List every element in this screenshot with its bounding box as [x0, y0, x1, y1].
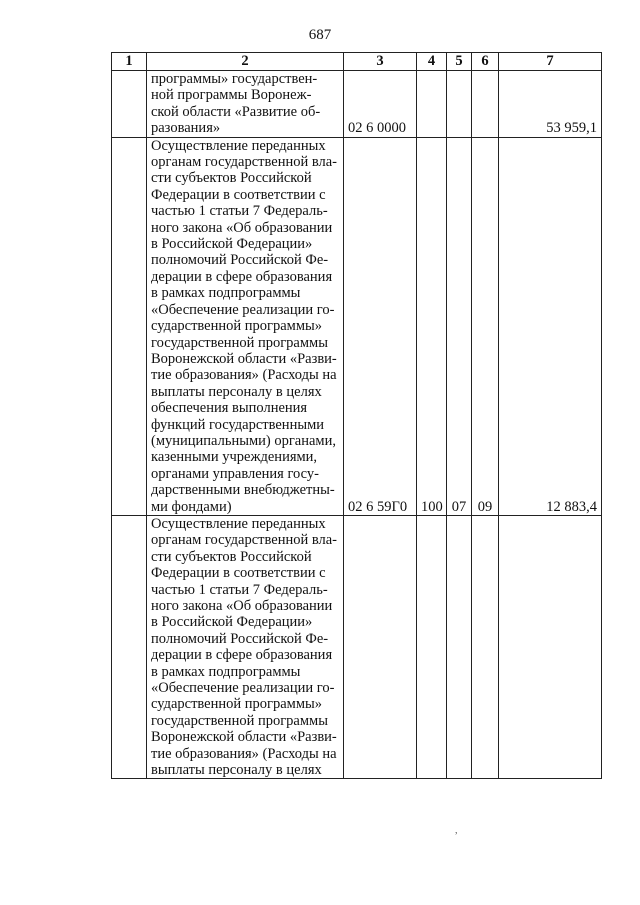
row-number-cell	[112, 71, 147, 138]
row-csr-cell: 02 6 0000	[344, 71, 417, 138]
row-name-line: Федерации в соответствии с	[151, 186, 326, 203]
row-name-line: Федерации в соответствии с	[151, 565, 326, 582]
row-csr-cell	[344, 515, 417, 779]
row-sum-cell: 53 959,1	[499, 71, 602, 138]
row-name-line: ного закона «Об образовании	[151, 219, 333, 236]
row-name-line: сти субъектов Российской	[151, 170, 312, 187]
row-name-line: органами управления госу-	[151, 465, 319, 482]
row-name-line: в Российской Федерации»	[151, 236, 313, 253]
row-name-line: органам государственной вла-	[151, 154, 338, 171]
table-row	[112, 71, 602, 138]
row-vr-cell: 100	[417, 137, 447, 515]
header-col-4: 4	[417, 53, 447, 71]
row-name-line: полномочий Российской Фе-	[151, 630, 329, 647]
row-rz-cell	[447, 71, 472, 138]
row-name-cell	[147, 137, 344, 515]
row-name-line: «Обеспечение реализации го-	[151, 680, 335, 697]
row-name-line: (муниципальными) органами,	[151, 432, 336, 449]
row-name-line: ми фондами)	[151, 498, 232, 515]
row-number-cell	[112, 137, 147, 515]
row-name-line: программы» государствен-	[151, 71, 318, 87]
row-pr-cell	[472, 515, 499, 779]
row-name-line: дарственными внебюджетны-	[151, 482, 335, 499]
row-name-line: Осуществление переданных	[151, 515, 326, 532]
row-vr-cell	[417, 71, 447, 138]
row-name-line: частью 1 статьи 7 Федераль-	[151, 581, 328, 598]
header-col-1: 1	[112, 53, 147, 71]
table-row	[112, 515, 602, 779]
row-name-line: выплаты персоналу в целях	[151, 762, 322, 779]
header-col-6: 6	[472, 53, 499, 71]
row-pr-cell: 09	[472, 137, 499, 515]
header-row	[112, 53, 602, 71]
row-name-line: дерации в сфере образования	[151, 647, 333, 664]
row-name-line: ной программы Воронеж-	[151, 87, 312, 104]
row-name-line: Воронежской области «Разви-	[151, 729, 337, 746]
row-name-line: Осуществление переданных	[151, 137, 326, 154]
row-name-line: государственной программы	[151, 334, 328, 351]
row-name-line: государственной программы	[151, 712, 328, 729]
table-row	[112, 137, 602, 515]
page-number: 687	[308, 27, 332, 43]
row-name-cell	[147, 71, 344, 138]
row-name-line: тие образования» (Расходы на	[151, 745, 337, 762]
stray-mark: ,	[455, 825, 458, 836]
header-col-3: 3	[344, 53, 417, 71]
row-name-line: ской области «Развитие об-	[151, 103, 321, 120]
row-name-line: обеспечения выполнения	[151, 400, 308, 417]
row-sum-cell: 12 883,4	[499, 137, 602, 515]
row-name-line: сударственной программы»	[151, 696, 323, 713]
row-name-line: в Российской Федерации»	[151, 614, 313, 631]
row-name-line: разования»	[151, 120, 221, 137]
row-rz-cell	[447, 515, 472, 779]
row-name-line: «Обеспечение реализации го-	[151, 301, 335, 318]
row-name-line: функций государственными	[151, 416, 325, 433]
row-name-line: тие образования» (Расходы на	[151, 367, 337, 384]
row-name-line: Воронежской области «Разви-	[151, 350, 337, 367]
row-name-line: сударственной программы»	[151, 318, 323, 335]
row-pr-cell	[472, 71, 499, 138]
row-name-line: казенными учреждениями,	[151, 449, 318, 466]
row-rz-cell: 07	[447, 137, 472, 515]
row-csr-cell: 02 6 59Г0	[344, 137, 417, 515]
row-name-line: в рамках подпрограммы	[151, 663, 301, 680]
row-name-line: частью 1 статьи 7 Федераль-	[151, 203, 328, 220]
header-col-5: 5	[447, 53, 472, 71]
row-name-line: выплаты персоналу в целях	[151, 383, 322, 400]
row-name-line: ного закона «Об образовании	[151, 598, 333, 614]
row-name-line: в рамках подпрограммы	[151, 285, 301, 302]
row-number-cell	[112, 515, 147, 779]
row-name-line: органам государственной вла-	[151, 532, 338, 549]
row-name-line: полномочий Российской Фе-	[151, 252, 329, 269]
budget-table	[111, 52, 602, 779]
row-vr-cell	[417, 515, 447, 779]
header-col-7: 7	[499, 53, 602, 71]
row-sum-cell	[499, 515, 602, 779]
header-col-2: 2	[147, 53, 344, 71]
row-name-line: сти субъектов Российской	[151, 548, 312, 565]
row-name-cell	[147, 515, 344, 779]
row-name-line: дерации в сфере образования	[151, 268, 333, 285]
